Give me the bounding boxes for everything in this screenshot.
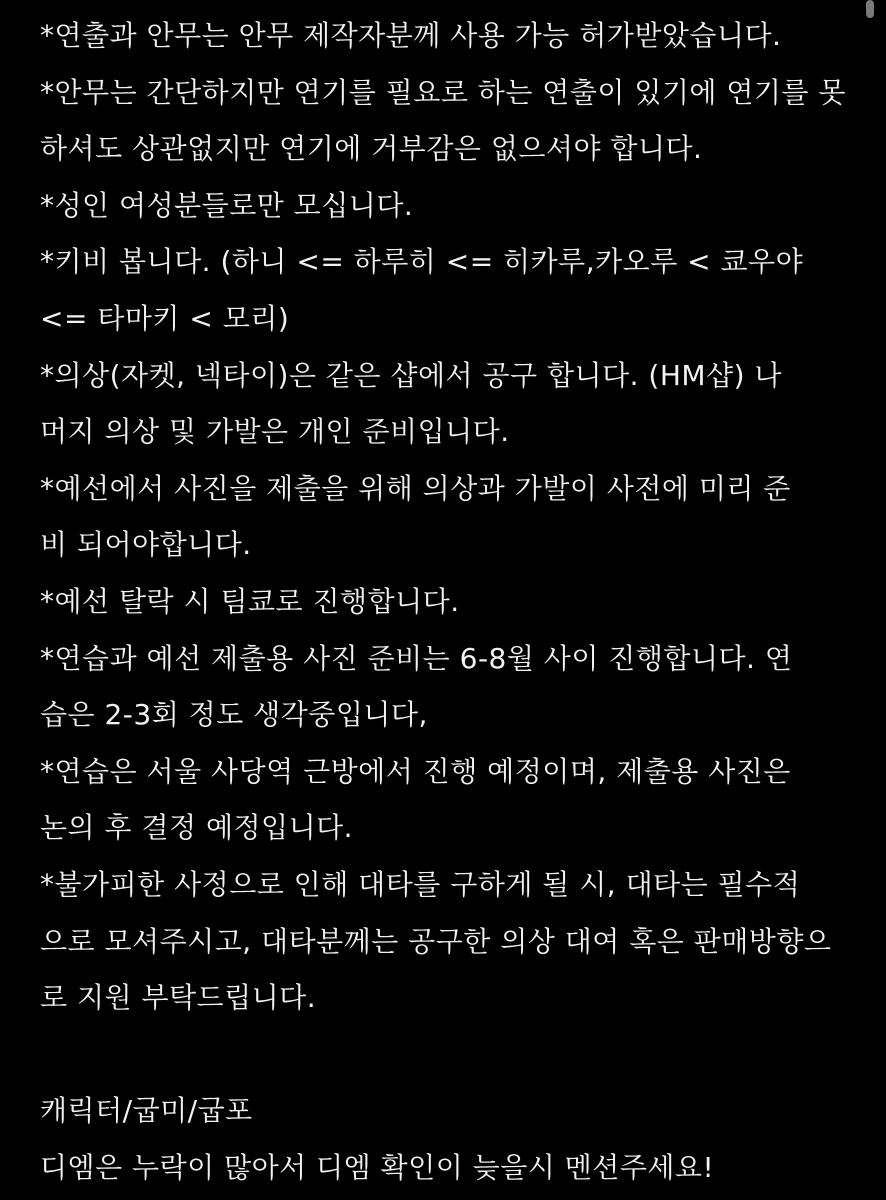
note-line: 비 되어야합니다. — [40, 528, 252, 562]
note-line: 습은 2-3회 정도 생각중입니다, — [40, 698, 428, 732]
note-line: *불가피한 사정으로 인해 대타를 구하게 될 시, 대타는 필수적 — [40, 867, 801, 901]
note-line: *연습은 서울 사당역 근방에서 진행 예정이며, 제출용 사진은 — [40, 754, 791, 788]
note-line: *성인 여성분들로만 모십니다. — [40, 188, 414, 222]
note-line: 머지 의상 및 가발은 개인 준비입니다. — [40, 415, 510, 449]
note-line: 로 지원 부탁드립니다. — [40, 981, 317, 1015]
note-line: *안무는 간단하지만 연기를 필요로 하는 연출이 있기에 연기를 못 — [40, 75, 846, 109]
note-line: *키비 봅니다. (하니 <= 하루히 <= 히카루,카오루 < 쿄우야 — [40, 245, 804, 279]
note-line: *예선 탈락 시 팀쿄로 진행합니다. — [40, 584, 460, 618]
note-line: 으로 모셔주시고, 대타분께는 공구한 의상 대여 혹은 판매방향으 — [40, 924, 832, 958]
scrollbar-thumb[interactable] — [866, 0, 874, 18]
footer-line: 캐릭터/굽미/굽포 — [40, 1094, 253, 1128]
note-line: *연출과 안무는 안무 제작자분께 사용 가능 허가받았습니다. — [40, 19, 782, 52]
note-line: 논의 후 결정 예정입니다. — [40, 811, 354, 845]
note-line: 하셔도 상관없지만 연기에 거부감은 없으셔야 합니다. — [40, 132, 703, 166]
note-line: <= 타마키 < 모리) — [40, 301, 290, 335]
blank-line — [40, 1027, 840, 1084]
footer-line: 디엠은 누락이 많아서 디엠 확인이 늦을시 멘션주세요! — [40, 1150, 715, 1184]
note-body — [40, 8, 846, 1196]
note-line: *예선에서 사진을 제출을 위해 의상과 가발이 사전에 미리 준 — [40, 471, 791, 505]
note-line: *의상(자켓, 넥타이)은 같은 샵에서 공구 합니다. (HM샵) 나 — [40, 358, 782, 392]
note-line: *연습과 예선 제출용 사진 준비는 6-8월 사이 진행합니다. 연 — [40, 641, 793, 675]
